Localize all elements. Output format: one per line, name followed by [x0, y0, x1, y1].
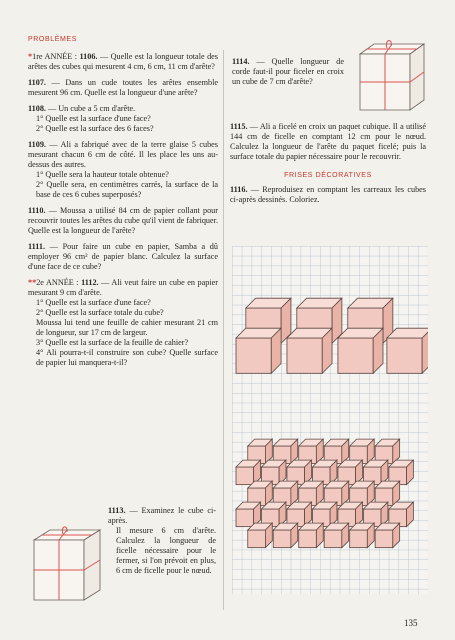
cube-front-face — [236, 467, 254, 485]
section-title-problemes: PROBLÈMES — [28, 36, 77, 43]
tied-cube-illustration-1114 — [356, 36, 428, 116]
section-title-frises: FRISES DÉCORATIVES — [284, 172, 372, 179]
exercise-1115: 1115. — Ali a ficelé en croix un paquet cubique. Il a utilisé 144 cm de ficelle en comptant 12 cm pour le nœud. Calculez la longueur de l'arête du paquet ficelé; puis la surface totale du papier nécessaire pour le recouvrir. — [230, 122, 426, 161]
cube-friezes — [232, 246, 428, 594]
exercise-1106: *1re ANNÉE : 1106. — Quelle est la longueur totale des arêtes des cubes qui mesurent 4 cm, 6 cm, 11 cm d'arête? — [28, 52, 218, 71]
exercise-1109: 1109. — Ali a fabriqué avec de la terre glaise 5 cubes mesurant chacun 6 cm de côté. Il les place les uns au-dessus des autres. 1° Quelle sera la hauteur totale obtenue? 2° Quelle sera, en centimètres carrés, la surface de la base de ces 6 cubes superposés? — [28, 140, 218, 199]
exercise-1113: 1113. — Examinez le cube ci-après. Il mesure 6 cm d'arête. Calculez la longueur de ficelle nécessaire pour le fermer, si l'on prévoit en plus, 6 cm de ficelle pour le nœud. — [108, 506, 216, 575]
cube-front-face — [350, 530, 368, 548]
frieze1-bottom-cube — [338, 328, 383, 373]
exercise-1107: 1107. — Dans un cude toutes les arêtes ensemble mesurent 96 cm. Quelle est la longueur d'une arête? — [28, 78, 218, 97]
frieze1-bottom-cube — [236, 328, 281, 373]
left-column — [28, 36, 218, 374]
column-divider — [223, 50, 224, 610]
frieze2-cube — [248, 523, 273, 548]
exercise-1114: 1114. — Quelle longueur de corde faut-il pour ficeler en croix un cube de 7 cm d'arête? — [232, 57, 344, 86]
cube-front-face — [375, 530, 393, 548]
cube-front-face — [273, 530, 291, 548]
cube-front-face — [236, 338, 271, 373]
cube-front-face — [387, 338, 422, 373]
squared-grid-paper — [232, 246, 428, 594]
right-column — [230, 122, 426, 211]
frieze2-cube — [273, 523, 298, 548]
exercise-1108: 1108. — Un cube a 5 cm d'arête. 1° Quelle est la surface d'une face? 2° Quelle est la surface des 6 faces? — [28, 104, 154, 133]
cube-front-face — [248, 530, 266, 548]
exercise-1112: **2e ANNÉE : 1112. — Ali veut faire un cube en papier mesurant 9 cm d'arête. 1° Quelle est la surface d'une face? 2° Quelle est la surface totale du cube? Moussa lui tend une feuille de cahier mesurant 21 cm de longueur, sur 17 cm de largeur. 3° Quelle est la surface de la feuille de cahier? 4° Ali pourra-t-il construire son cube? Quelle surface de papier lui manquera-t-il? — [28, 278, 218, 367]
frieze2-cube — [299, 523, 324, 548]
exercise-1110: 1110. — Moussa a utilisé 84 cm de papier collant pour recouvrir toutes les arêtes du cube qu'il vient de fabriquer. Quelle est la longueur de l'arête? — [28, 206, 218, 235]
frieze1-bottom-cube — [387, 328, 428, 373]
cube-front-face — [236, 509, 254, 527]
cube-front-face — [338, 338, 373, 373]
exercise-1116: 1116. — Reproduisez en comptant les carreaux les cubes ci-après dessinés. Coloriez. — [230, 185, 426, 204]
exercise-1111: 1111. — Pour faire un cube en papier, Samba a dû employer 96 cm² de papier blanc. Calculez la surface d'une face de ce cube? — [28, 242, 218, 271]
frieze2-cube — [350, 523, 375, 548]
frieze2-cube — [375, 523, 400, 548]
tied-cube-illustration-1113 — [30, 520, 104, 606]
frieze2-cube — [324, 523, 349, 548]
cube-front-face — [324, 530, 342, 548]
page-number: 135 — [404, 618, 418, 628]
frieze1-bottom-cube — [287, 328, 332, 373]
cube-front-face — [299, 530, 317, 548]
cube-front-face — [287, 338, 322, 373]
